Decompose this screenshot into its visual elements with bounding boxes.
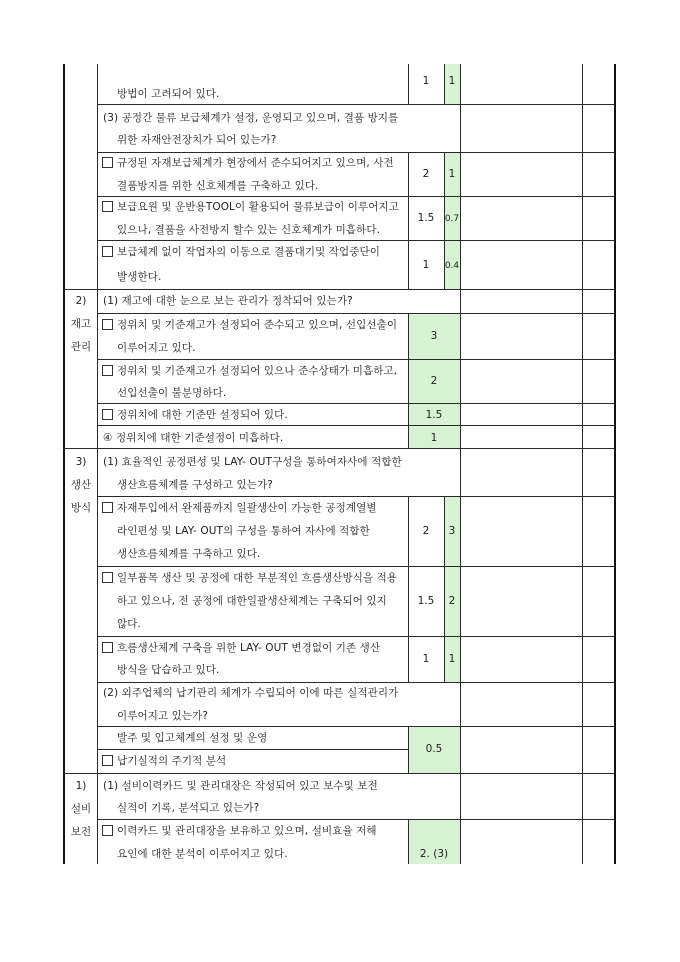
score: 1 [430,432,438,444]
score: 2. (3) [419,848,449,860]
option-text: 선입선출이 불분명하다. [117,387,227,399]
table-rule [97,359,615,360]
score-b: 2 [448,595,456,607]
section-name: 보전 [70,826,92,838]
table-rule [460,64,461,864]
option-checkbox[interactable] [102,642,113,653]
question-text: 생산흐름체계를 구성하고 있는가? [117,479,273,491]
section-number: 3) [75,456,87,468]
score-a: 2 [422,525,430,537]
option-checkbox[interactable] [102,319,113,330]
table-rule [63,289,615,290]
option-text: 라인편성 및 LAY- OUT의 구성을 통하여 자사에 적합한 [117,525,370,537]
option-text: 정위치 및 기준재고가 설정되어 있으나 준수상태가 미흡하고, [117,365,398,377]
table-rule [97,566,615,567]
option-checkbox[interactable] [102,755,113,766]
question-text: 위한 자재안전장치가 되어 있는가? [117,134,277,146]
score-b: 1 [448,168,456,180]
option-checkbox[interactable] [102,502,113,513]
option-checkbox[interactable] [102,572,113,583]
score-a: 2 [422,168,430,180]
option-checkbox[interactable] [102,365,113,376]
score: 1.5 [425,409,443,421]
score-a: 1 [422,259,430,271]
option-text: 생산흐름체계를 구축하고 있다. [117,548,261,560]
table-rule [97,152,615,153]
option-text: 결품방지를 위한 신호체계를 구축하고 있다. [117,180,319,192]
score-a: 1.5 [417,212,435,224]
question-text: (1) 재고에 대한 눈으로 보는 관리가 정착되어 있는가? [103,295,353,307]
option-checkbox[interactable] [102,157,113,168]
score: 3 [430,330,438,342]
table-rule [63,773,615,774]
option-text: 규정된 자재보급체계가 현장에서 준수되어지고 있으며, 사전 [117,157,394,169]
question-text: 실적이 기록, 분석되고 있는가? [117,802,260,814]
score: 2 [430,375,438,387]
option-text: 방식을 답습하고 있다. [117,664,220,676]
section-name: 설비 [70,803,92,815]
option-text: 보급요원 및 운반용TOOL이 활용되어 물류보급이 이루어지고 [117,201,399,213]
option-text: ④ 정위치에 대한 기준설정이 미흡하다. [103,432,284,444]
item-text: 방법이 고려되어 있다. [117,88,220,100]
option-text: 흐름생산체계 구축을 위한 LAY- OUT 변경없이 기존 생산 [117,642,381,654]
table-rule [97,240,615,241]
table-rule [97,749,408,750]
table-rule [582,64,583,864]
table-rule [97,104,615,105]
table-rule [97,682,615,683]
table-rule [97,636,615,637]
score-b: 0.7 [444,214,460,224]
option-text: 발주 및 입고체계의 설정 및 운영 [117,732,268,744]
section-name: 재고 [70,318,92,330]
option-checkbox[interactable] [102,409,113,420]
option-text: 보급체계 없이 작업자의 이동으로 결품대기및 작업중단이 [117,246,381,258]
table-rule [97,726,615,727]
table-rule [97,403,615,404]
option-text: 있으나, 결품을 사전방지 할수 있는 신호체계가 미흡하다. [117,224,381,236]
section-name: 관리 [70,341,92,353]
table-border-right [614,64,616,864]
option-text: 정위치 및 기준재고가 설정되어 준수되고 있으며, 선입선출이 [117,319,398,331]
option-checkbox[interactable] [102,246,113,257]
score-b: 0.4 [444,261,460,271]
question-text: (1) 설비이력카드 및 관리대장은 작성되어 있고 보수및 보전 [103,780,378,792]
table-rule [97,819,615,820]
section-number: 2) [75,295,87,307]
option-text: 납기실적의 주기적 분석 [117,755,227,767]
score-b: 1 [448,653,456,665]
option-checkbox[interactable] [102,825,113,836]
option-text: 일부품목 생산 및 공정에 대한 부분적인 흐름생산방식을 적용 [117,572,398,584]
option-text: 이력카드 및 관리대장을 보유하고 있으며, 설비효율 저해 [117,825,377,837]
option-text: 발생한다. [117,271,162,283]
score-a: 1 [422,75,430,87]
question-text: (1) 효율적인 공정편성 및 LAY- OUT구성을 통하여자사에 적합한 [103,456,402,468]
table-rule [97,425,615,426]
option-text: 자재투입에서 완제품까지 일괄생산이 가능한 공정계열별 [117,502,377,514]
score-b: 3 [448,525,456,537]
table-rule [97,313,615,314]
table-rule [63,448,615,449]
question-text: 이루어지고 있는가? [117,710,209,722]
score-a: 1 [422,653,430,665]
option-text: 하고 있으나, 전 공정에 대한일괄생산체계는 구축되어 있지 [117,595,387,607]
section-name: 방식 [70,502,92,514]
option-text: 않다. [117,618,141,630]
section-number: 1) [75,780,87,792]
option-checkbox[interactable] [102,201,113,212]
table-rule [97,196,615,197]
question-text: (2) 외주업체의 납기관리 체계가 수립되어 이에 따른 실적관리가 [103,687,399,699]
option-text: 정위치에 대한 기준만 설정되어 있다. [117,409,288,421]
section-name: 생산 [70,479,92,491]
option-text: 요인에 대한 분석이 이루어지고 있다. [117,848,288,860]
score: 0.5 [425,743,443,755]
question-text: (3) 공정간 물류 보급체계가 설정, 운영되고 있으며, 결품 방지를 [103,112,399,124]
score-b: 1 [448,75,456,87]
option-text: 이루어지고 있다. [117,342,196,354]
table-rule [97,496,615,497]
score-a: 1.5 [417,595,435,607]
